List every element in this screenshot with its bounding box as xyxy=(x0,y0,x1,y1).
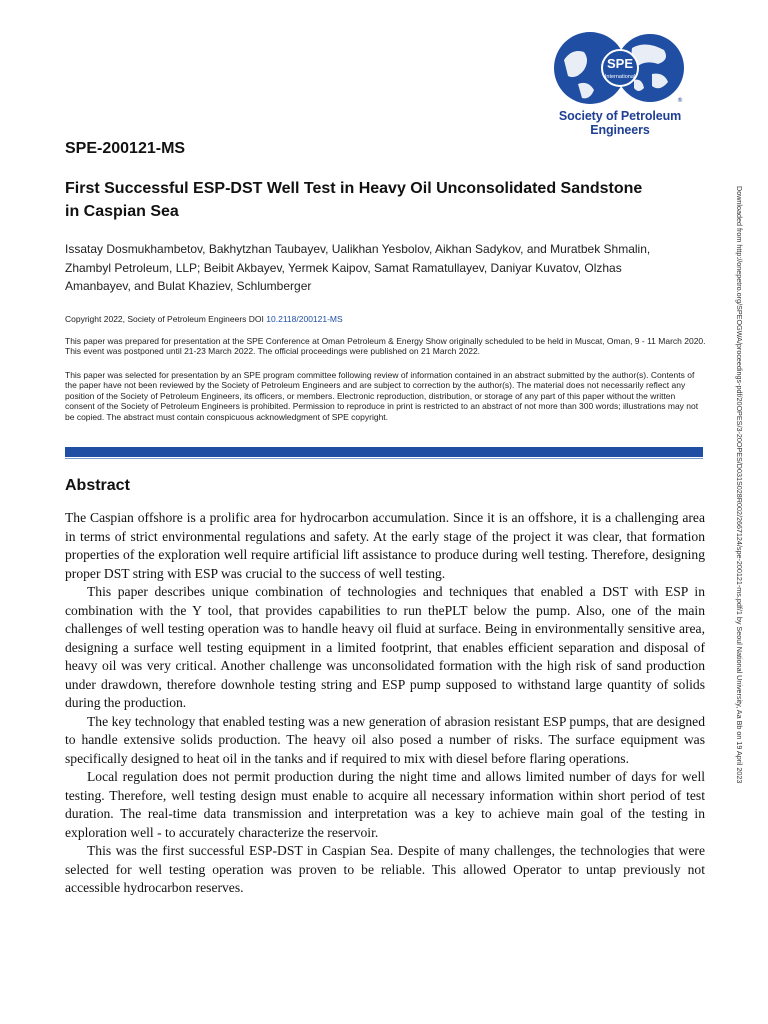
section-divider xyxy=(65,447,703,459)
download-note: Downloaded from http://onepetro.org/SPEOGWA/proceedings-pdf/20OPES/3-20OPES/D031S028R002/2667124/spe-200121-ms.pdf/1 by Seoul National University, Aa Bb on 19 April 2023 xyxy=(735,186,744,784)
download-watermark xyxy=(733,186,745,836)
author-line: Amanbayev, and Bulat Khaziev, Schlumberger xyxy=(65,279,312,293)
title-line: First Successful ESP-DST Well Test in Heavy Oil Unconsolidated Sandstone xyxy=(65,180,643,197)
title-line: in Caspian Sea xyxy=(65,203,179,220)
copyright-text: Copyright 2022, Society of Petroleum Engineers DOI xyxy=(65,314,267,324)
author-line: Zhambyl Petroleum, LLP; Beibit Akbayev, Yermek Kaipov, Samat Ramatullayev, Daniyar Kuvatov, Olzhas xyxy=(65,260,622,275)
abstract-paragraph: The Caspian offshore is a prolific area for hydrocarbon accumulation. Since it is an offshore, it is a challenging area in terms of strict environmental regulations and safety. At the early stage of the project it was clear, that formation properties of the exploration well require artificial lift assistance to produce during well testing. Therefore, designing proper DST string with ESP was crucial to the success of well testing. xyxy=(65,510,705,581)
abstract-body xyxy=(65,509,705,898)
logo-caption: Society of Petroleum Engineers xyxy=(558,109,682,137)
abstract-paragraph: The key technology that enabled testing was a new generation of abrasion resistant ESP pumps, that are designed to handle extensive solids production. The heavy oil also posed a number of risks. The surface equipment was specifically designed to heat oil in the tanks and if required to mix with diesel before flaring operations. xyxy=(65,713,705,766)
logo-emblem-subtext: International xyxy=(604,74,636,80)
doi-link[interactable]: 10.2118/200121-MS xyxy=(266,314,343,324)
abstract-paragraph: Local regulation does not permit production during the night time and allows limited number of days for well testing. Therefore, well testing design must enable to acquire all necessary information within short period of test duration. The real-time data transmission and interpretation was a key to achieve main goal of the testing in exploration well - to accurately characterize the reservoir. xyxy=(65,769,705,840)
presentation-notice: This paper was prepared for presentation at the SPE Conference at Oman Petroleum & Energy Show originally scheduled to be held in Muscat, Oman, 9 - 11 March 2020. This event was postponed until 21-23 March 2022. The official proceedings were published on 21 March 2022. xyxy=(65,336,706,357)
abstract-paragraph: This was the first successful ESP-DST in Caspian Sea. Despite of many challenges, the technologies that were selected for well testing operation was proven to be reliable. This allowed Operator to untap previously not accessible hydrocarbon reserves. xyxy=(65,843,705,895)
spe-logo xyxy=(537,30,703,137)
abstract-paragraph: This paper describes unique combination of technologies and techniques that enabled a DST with ESP in combination with the Y tool, that provides capabilities to run thePLT below the pump. Also, one of the main challenges of well testing operation was to handle heavy oil fluid at surface. Being in environmentally sensitive area, designing a surface well testing equipment in a limited footprint, that enables efficient separation and disposal of heavy oil was very critical. Another challenge was unconsolidated formation with the high risk of sand production under drawdown, therefore downhole testing string and ESP pump supposed to withstand large quantity of solids during the production. xyxy=(65,584,705,710)
paper-title xyxy=(65,177,715,223)
author-line: Issatay Dosmukhambetov, Bakhytzhan Taubayev, Ualikhan Yesbolov, Aikhan Sadykov, and Muratbek Shmalin, xyxy=(65,242,651,256)
logo-emblem-text: SPE xyxy=(606,56,634,71)
paper-id: SPE-200121-MS xyxy=(65,140,186,157)
abstract-heading: Abstract xyxy=(65,477,130,494)
registered-mark: ® xyxy=(677,97,683,104)
selection-notice: This paper was selected for presentation by an SPE program committee following review of information contained in an abstract submitted by the author(s). Contents of the paper have not been reviewed by the Society of Petroleum Engineers and are subject to correction by the author(s). The material does not necessarily reflect any position of the Society of Petroleum Engineers, its officers, or members. Electronic reproduction, distribution, or storage of any part of this paper without the written consent of the Society of Petroleum Engineers is prohibited. Permission to reproduce in print is restricted to an abstract of not more than 300 words; illustrations may not be copied. The abstract must contain conspicuous acknowledgment of SPE copyright. xyxy=(65,370,699,422)
spe-globe-icon xyxy=(554,30,686,108)
copyright-notice xyxy=(65,314,707,324)
author-list xyxy=(65,240,705,296)
